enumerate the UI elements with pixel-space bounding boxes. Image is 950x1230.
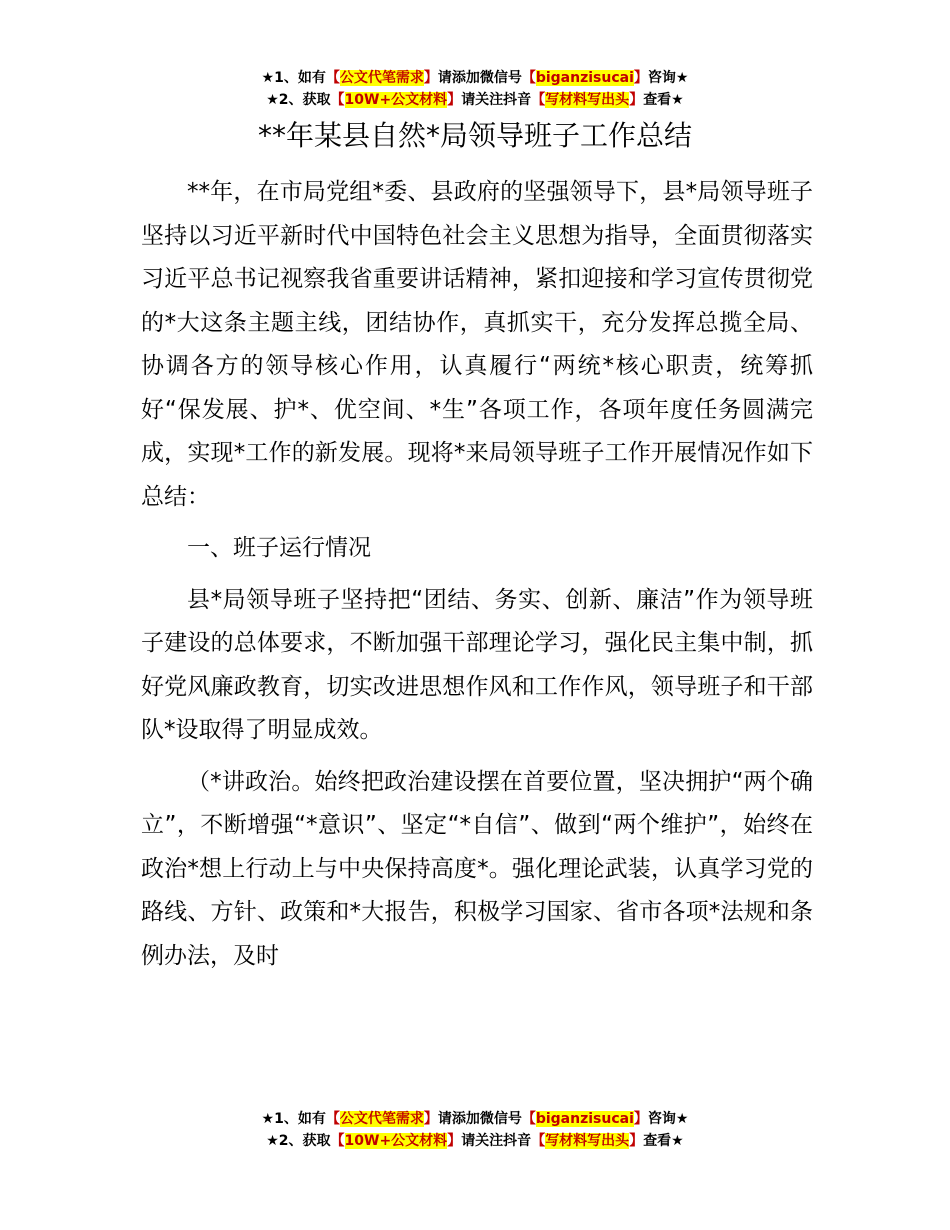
banner-suffix: 咨询★ [647,70,689,86]
document-body [141,171,813,978]
banner-suffix: 查看★ [643,1133,684,1149]
banner-suffix: 咨询★ [647,1111,689,1127]
banner-highlight-douyin-account: 写材料写出头 [545,92,630,108]
banner-middle: 请添加微信号 [437,70,522,86]
document-title: **年某县自然*局领导班子工作总结 [257,119,692,152]
banner-middle: 请关注抖音 [461,1133,532,1149]
footer-banner-line-2: ★2、获取【10W+公文材料】请关注抖音【写材料写出头】查看★ [266,1133,684,1149]
paragraph-politics: （*讲政治。始终把政治建设摆在首要位置，坚决拥护“两个确立”，不断增强“*意识”、坚定“*自信”、做到“两个维护”，始终在政治*想上行动上与中央保持高度*。强化理论武装，认真学习党的路线、方针、政策和*大报告，积极学习国家、省市各项*法规和条例办法，及时 [141,768,813,969]
header-banner-line-1: ★1、如有【公文代笔需求】请添加微信号【biganzisucai】咨询★ [261,70,689,86]
bracket-close: 】 [447,92,462,108]
banner-highlight-materials: 10W+公文材料 [344,92,448,108]
header-banner-line-2: ★2、获取【10W+公文材料】请关注抖音【写材料写出头】查看★ [266,92,684,108]
banner-prefix: ★1、如有 [261,1111,326,1127]
banner-highlight-wechat-id: biganzisucai [535,1111,634,1127]
bracket-open: 【 [325,1111,340,1127]
bracket-close: 】 [447,1133,462,1149]
paragraph-intro: **年，在市局党组*委、县政府的坚强领导下，县*局领导班子坚持以习近平新时代中国特色社会主义思想为指导，全面贯彻落实习近平总书记视察我省重要讲话精神，紧扣迎接和学习宣传贯彻党的*大这条主题主线，团结协作，真抓实干，充分发挥总揽全局、协调各方的领导核心作用，认真履行“两统*核心职责，统筹抓好“保发展、护*、优空间、*生”各项工作，各项年度任务圆满完成，实现*工作的新发展。现将*来局领导班子工作开展情况作如下总结： [141,179,813,510]
banner-prefix: ★2、获取 [266,92,331,108]
banner-middle: 请关注抖音 [461,92,532,108]
bracket-open: 【 [325,70,340,86]
paragraph-team-overview: 县*局领导班子坚持把“团结、务实、创新、廉洁”作为领导班子建设的总体要求，不断加强干部理论学习，强化民主集中制，抓好党风廉政教育，切实改进思想作风和工作作风，领导班子和干部队*设取得了明显成效。 [141,586,813,743]
banner-highlight-service: 公文代笔需求 [339,1111,424,1127]
bracket-open: 【 [330,1133,345,1149]
banner-highlight-douyin-account: 写材料写出头 [545,1133,630,1149]
banner-prefix: ★2、获取 [266,1133,331,1149]
bracket-close: 】 [423,70,438,86]
banner-suffix: 查看★ [643,92,684,108]
banner-prefix: ★1、如有 [261,70,326,86]
footer-banner-line-1: ★1、如有【公文代笔需求】请添加微信号【biganzisucai】咨询★ [261,1111,689,1127]
section-heading: 一、班子运行情况 [187,535,371,561]
banner-highlight-materials: 10W+公文材料 [344,1133,448,1149]
banner-highlight-wechat-id: biganzisucai [535,70,634,86]
bracket-open: 【 [330,92,345,108]
header-banner [0,67,950,111]
bracket-close: 】 [423,1111,438,1127]
footer-banner [0,1108,950,1152]
banner-highlight-service: 公文代笔需求 [339,70,424,86]
banner-middle: 请添加微信号 [437,1111,522,1127]
